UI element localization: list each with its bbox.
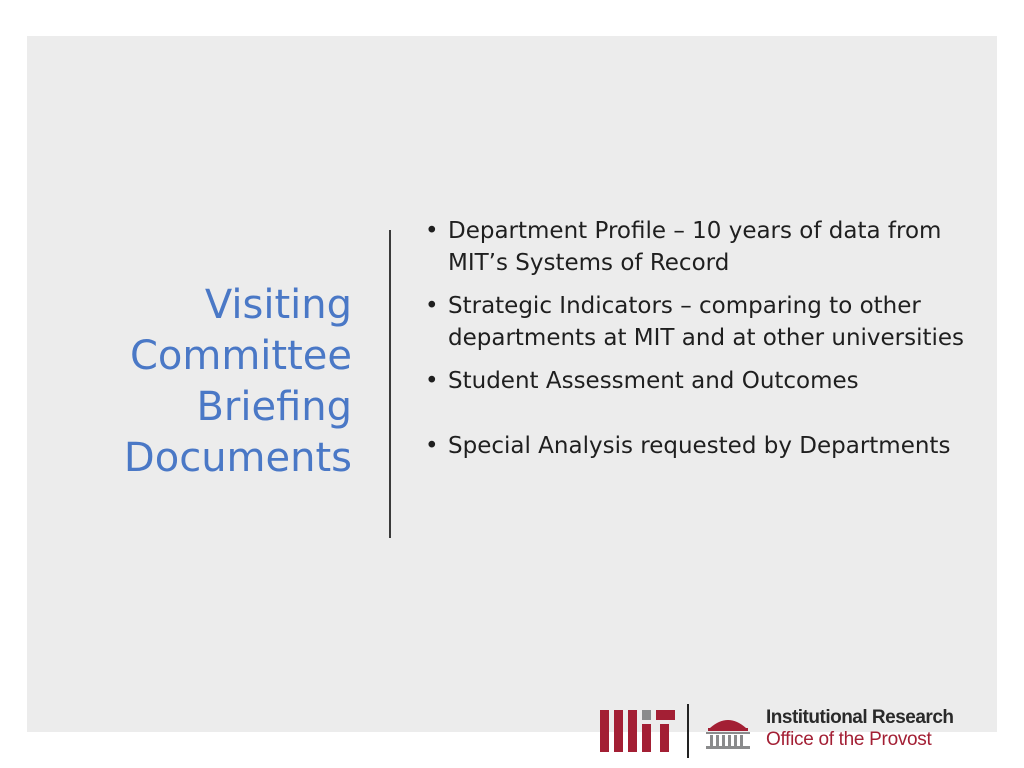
bullet-item: [425, 365, 985, 397]
institutional-research-wordmark: [766, 707, 954, 751]
bullet-list: [425, 215, 985, 473]
title-line: Committee: [129, 333, 352, 379]
bullet-item: [425, 215, 985, 279]
mit-logo-icon: [600, 710, 675, 752]
bullet-text: Department Profile – 10 years of data from MIT’s Systems of Record: [448, 218, 942, 276]
bullet-text: Special Analysis requested by Departments: [448, 433, 951, 459]
bullet-text: Strategic Indicators – comparing to other departments at MIT and at other universities: [448, 293, 965, 351]
slide-title: [124, 280, 352, 484]
dome-building-icon: [704, 714, 752, 750]
title-line: Briefing: [196, 384, 352, 430]
office-of-provost-label: Office of the Provost: [766, 729, 932, 750]
title-line: Visiting: [204, 282, 352, 328]
bullet-dot-icon: •: [425, 368, 439, 394]
bullet-dot-icon: •: [425, 218, 439, 244]
bullet-item: [425, 290, 985, 354]
bullet-dot-icon: •: [425, 433, 439, 459]
logo-divider: [687, 704, 689, 758]
title-line: Documents: [123, 435, 352, 481]
bullet-item: [425, 430, 985, 462]
footer-logos: [600, 702, 980, 758]
institutional-research-label: Institutional Research: [766, 707, 954, 728]
vertical-divider: [389, 230, 391, 538]
bullet-text: Student Assessment and Outcomes: [448, 368, 859, 394]
bullet-dot-icon: •: [425, 293, 439, 319]
